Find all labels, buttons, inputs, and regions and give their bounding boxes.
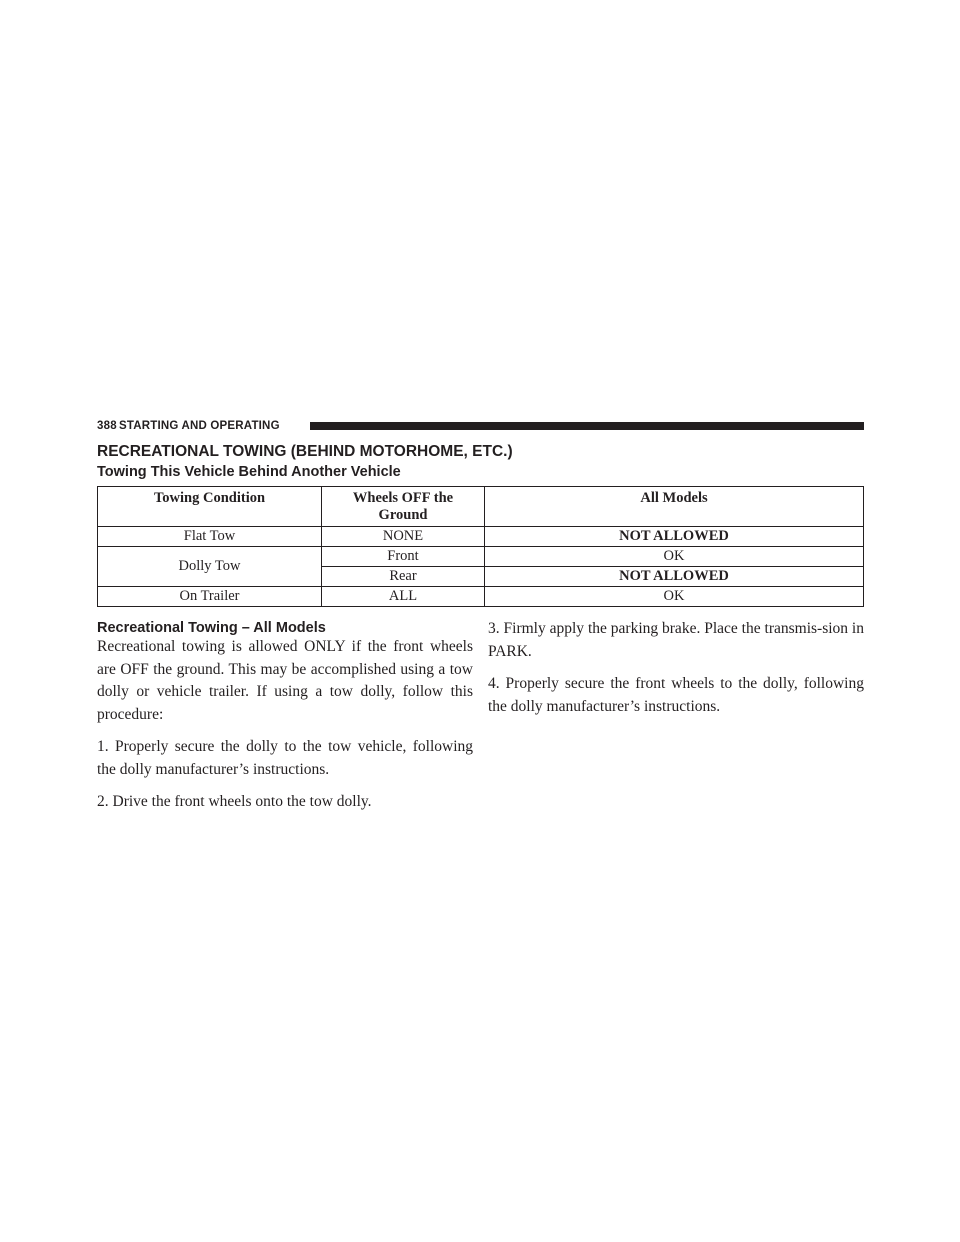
- table-row: [98, 547, 864, 567]
- step-1: 1. Properly secure the dolly to the tow vehicle, following the dolly manufacturer’s instructions.: [97, 738, 473, 778]
- table-row: [98, 587, 864, 607]
- table-header-row: [98, 487, 864, 527]
- step-2: 2. Drive the front wheels onto the tow dolly.: [97, 793, 372, 810]
- left-column: [97, 636, 473, 824]
- header-wheels-off-ground-text: Wheels OFF the Ground: [352, 490, 454, 523]
- cell-wheels: NONE: [322, 527, 485, 547]
- main-heading: RECREATIONAL TOWING (BEHIND MOTORHOME, ETC.): [97, 443, 513, 460]
- cell-wheels: Front: [322, 547, 485, 567]
- header-rule: [310, 422, 864, 430]
- towing-table: [97, 486, 864, 607]
- cell-condition: Dolly Tow: [98, 547, 322, 587]
- cell-wheels: ALL: [322, 587, 485, 607]
- cell-models: NOT ALLOWED: [485, 567, 864, 587]
- cell-models: OK: [485, 587, 864, 607]
- intro-paragraph: Recreational towing is allowed ONLY if the front wheels are OFF the ground. This may be accomplished using a tow dolly or vehicle trailer. If using a tow dolly, follow this procedure:: [97, 638, 473, 723]
- cell-models: OK: [485, 547, 864, 567]
- header-all-models: All Models: [485, 487, 864, 527]
- sub-heading: Towing This Vehicle Behind Another Vehicle: [97, 464, 401, 480]
- step-3: 3. Firmly apply the parking brake. Place the transmis-sion in PARK.: [488, 620, 864, 660]
- cell-condition: On Trailer: [98, 587, 322, 607]
- right-column: [488, 618, 864, 728]
- header-wheels-off-ground: [322, 487, 485, 527]
- page-header: [97, 419, 864, 433]
- section-heading: Recreational Towing – All Models: [97, 620, 326, 636]
- page-number: 388: [97, 420, 117, 432]
- header-towing-condition: Towing Condition: [98, 487, 322, 527]
- cell-models: NOT ALLOWED: [485, 527, 864, 547]
- cell-condition: Flat Tow: [98, 527, 322, 547]
- table-row: [98, 527, 864, 547]
- cell-wheels: Rear: [322, 567, 485, 587]
- section-title: STARTING AND OPERATING: [119, 420, 280, 432]
- step-4: 4. Properly secure the front wheels to the dolly, following the dolly manufacturer’s instructions.: [488, 675, 864, 715]
